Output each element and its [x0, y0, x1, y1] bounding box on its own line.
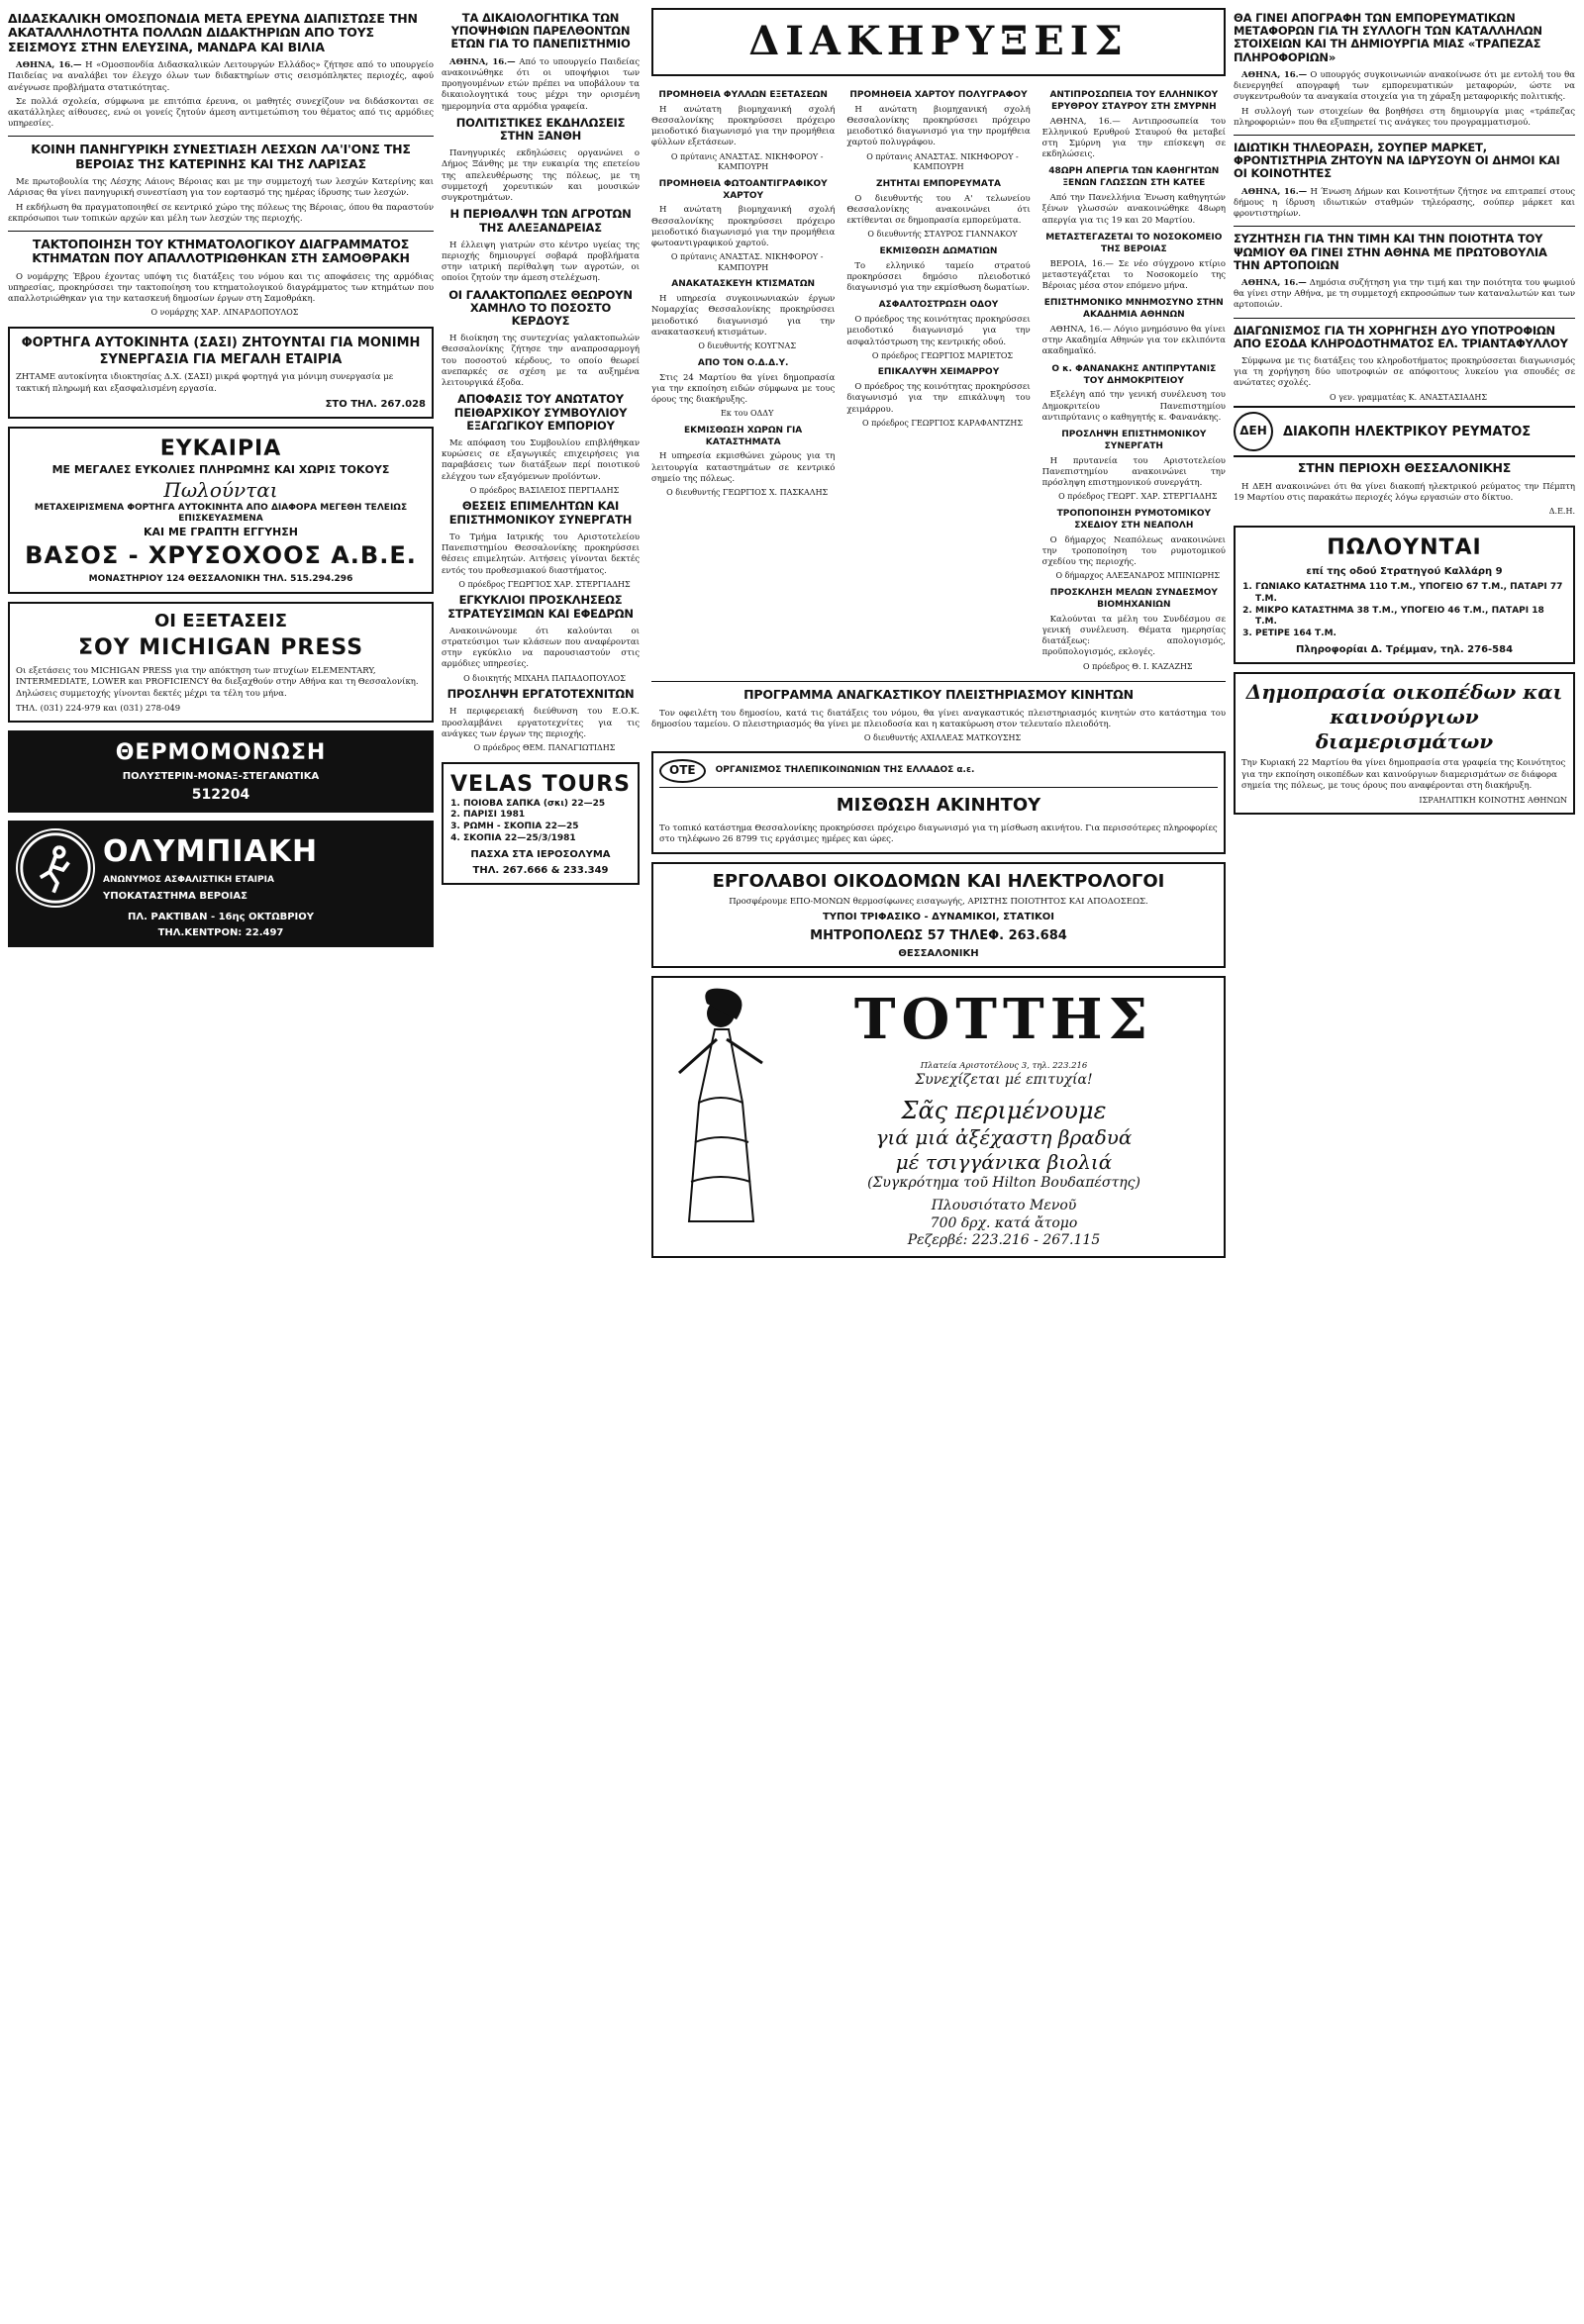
ad-phone: 512204 [191, 787, 250, 804]
ad-insulation [8, 730, 434, 813]
ad-subtitle: ΑΝΩΝΥΜΟΣ ΑΣΦΑΛΙΣΤΙΚΗ ΕΤΑΙΡΙΑ [103, 874, 274, 885]
notice-headline: ΠΡΟΣΛΗΨΗ ΕΠΙΣΤΗΜΟΝΙΚΟΥ ΣΥΝΕΡΓΑΤΗ [1061, 430, 1207, 451]
list-item: 2. ΜΙΚΡΟ ΚΑΤΑΣΤΗΜΑ 38 Τ.Μ., ΥΠΟΓΕΙΟ 46 Τ.Μ., ΠΑΤΑΡΙ 18 Τ.Μ. [1255, 606, 1567, 629]
ad-auction [1234, 672, 1575, 814]
notice-headline: Ο κ. ΦΑΝΑΝΑΚΗΣ ΑΝΤΙΠΡΥΤΑΝΙΣ ΤΟΥ ΔΗΜΟΚΡΙΤΕΙΟΥ [1051, 363, 1217, 386]
article-text: Πανηγυρικές εκδηλώσεις οργανώνει ο Δήμος Ξάνθης με την ευκαιρία της επετείου της απελευθέρωσης της πόλεως, με τη συμμετοχή χορευτικών και μουσικών συγκροτημάτων. [442, 148, 640, 204]
notice-text: ΒΕΡΟΙΑ, 16.— Σε νέο σύγχρονο κτίριο μεταστεγάζεται το Νοσοκομείο της Βέροιας μέσα στον επόμενο μήνα. [1041, 258, 1226, 292]
ad-line: Συνεχίζεται μέ επιτυχία! [915, 1072, 1093, 1089]
notice-text: Η ανώτατη βιομηχανική σχολή Θεσσαλονίκης προκηρύσσει πρόχειρο μειοδοτικό διαγωνισμό για την προμήθεια χαρτού πολυγράφου. [846, 104, 1031, 148]
article-headline: ΠΡΟΣΛΗΨΗ ΕΡΓΑΤΟΤΕΧΝΙΤΩΝ [446, 687, 635, 702]
signature: Ο δήμαρχος ΑΛΕΞΑΝΔΡΟΣ ΜΠΙΝΙΩΡΗΣ [1055, 571, 1221, 581]
ad-footer: ΙΣΡΑΗΛΙΤΙΚΗ ΚΟΙΝΟΤΗΣ ΑΘΗΝΩΝ [1419, 796, 1567, 806]
signature: Ο πρόεδρος ΒΑΣΙΛΕΙΟΣ ΠΕΡΓΙΑΔΗΣ [469, 485, 620, 495]
article-text: Το Τμήμα Ιατρικής του Αριστοτελείου Πανεπιστημίου Θεσσαλονίκης προκηρύσσει θέσεις επιμελητών. Αιτήσεις γίνονται δεκτές εντός του προθεσμιακού διαστήματος. [442, 532, 640, 576]
list-item: 3. ΡΩΜΗ - ΣΚΟΠΙΑ 22—25 [463, 822, 632, 833]
ad-city: ΘΕΣΣΑΛΟΝΙΚΗ [898, 947, 979, 959]
notice-headline: ΑΝΑΚΑΤΑΣΚΕΥΗ ΚΤΙΣΜΑΤΩΝ [671, 279, 816, 290]
ad-address: Πλατεία Αριστοτέλους 3, τηλ. 223.216 [920, 1060, 1088, 1071]
ad-line: μέ τσιγγάνικα βιολιά [895, 1149, 1113, 1174]
list-item: 1. ΓΩΝΙΑΚΟ ΚΑΤΑΣΤΗΜΑ 110 Τ.Μ., ΥΠΟΓΕΙΟ 67 Τ.Μ., ΠΑΤΑΡΙ 77 Τ.Μ. [1255, 582, 1567, 606]
article-text: Σύμφωνα με τις διατάξεις του κληροδοτήματος προκηρύσσεται διαγωνισμός για τη χορήγηση δύο υποτροφιών σε απόφοιτους λυκείου για σπουδές σε ανώτατες σχολές. [1234, 356, 1575, 389]
article-text: Τον οφειλέτη του δημοσίου, κατά τις διατάξεις του νόμου, θα γίνει αναγκαστικός πλειστηριασμός κινητών στο κατάστημα του δημοσίου ταμείου. Ο πλειστηριασμός θα γίνει με πλειοδοσία και η κατακύρωση στον τελευταίο πλειοδότη. [651, 708, 1226, 729]
column-2 [442, 8, 640, 893]
column-4 [1234, 8, 1575, 823]
runner-logo-icon [16, 828, 95, 908]
article-headline: ΤΑΚΤΟΠΟΙΗΣΗ ΤΟΥ ΚΤΗΜΑΤΟΛΟΓΙΚΟΥ ΔΙΑΓΡΑΜΜΑΤΟΣ ΚΤΗΜΑΤΩΝ ΠΟΥ ΑΠΑΛΛΟΤΡΙΩΘΗΚΑΝ ΣΤΗ ΣΑΜΟΘΡΑΚΗ [32, 237, 410, 266]
ad-line: ΚΑΙ ΜΕ ΓΡΑΠΤΗ ΕΓΓΥΗΣΗ [143, 526, 298, 539]
ad-title: Δημοπρασία οικοπέδων και καινούργιων διαμερισμάτων [1245, 680, 1563, 754]
ote-logo-icon: ΟΤΕ [659, 759, 706, 783]
notice-text: Στις 24 Μαρτίου θα γίνει δημοπρασία για την εκποίηση ειδών σύμφωνα με τους όρους της διακήρυξης. [651, 372, 836, 405]
article-headline: ΤΑ ΔΙΚΑΙΟΛΟΓΗΤΙΚΑ ΤΩΝ ΥΠΟΨΗΦΙΩΝ ΠΑΡΕΛΘΟΝΤΩΝ ΕΤΩΝ ΓΙΑ ΤΟ ΠΑΝΕΠΙΣΤΗΜΙΟ [450, 11, 631, 51]
ad-brand: ΟΛΥΜΠΙΑΚΗ [103, 834, 319, 870]
ad-tottis [651, 976, 1226, 1258]
ad-types: ΤΥΠΟΙ ΤΡΙΦΑΣΙΚΟ - ΔΥΝΑΜΙΚΟΙ, ΣΤΑΤΙΚΟΙ [822, 912, 1055, 923]
notice-text: Εξελέγη από την γενική συνέλευση του Δημοκριτείου Πανεπιστημίου αντιπρύτανις ο καθηγητής κ. Φανανάκης. [1041, 390, 1226, 423]
divider [651, 681, 1226, 682]
article-headline: ΣΥΖΗΤΗΣΗ ΓΙΑ ΤΗΝ ΤΙΜΗ ΚΑΙ ΤΗΝ ΠΟΙΟΤΗΤΑ ΤΟΥ ΨΩΜΙΟΥ ΘΑ ΓΙΝΕΙ ΣΤΗΝ ΑΘΗΝΑ ΜΕ ΠΡΩΤΟΒΟΥΛΙΑ ΤΗΝ ΑΡΤΟΠΟΙΩΝ [1234, 232, 1547, 272]
dateline: ΑΘΗΝΑ, 16.— [1241, 186, 1308, 197]
ad-branch: ΥΠΟΚΑΤΑΣΤΗΜΑ ΒΕΡΟΙΑΣ [103, 890, 248, 902]
divider [8, 136, 434, 137]
signature: Ο πρόεδρος ΓΕΩΡΓ. ΧΑΡ. ΣΤΕΡΓΙΑΔΗΣ [1058, 492, 1218, 502]
notice-text: Καλούνται τα μέλη του Συνδέσμου σε γενική συνέλευση. Θέματα ημερησίας διατάξεως: απολογισμός, προϋπολογισμός, εκλογές. [1041, 614, 1226, 658]
notice-text: Η ΔΕΗ ανακοινώνει ότι θα γίνει διακοπή ηλεκτρικού ρεύματος την Πέμπτη 19 Μαρτίου στις παρακάτω περιοχές λόγω εργασιών στο δίκτυο. [1234, 481, 1575, 503]
ad-line: ΜΕ ΜΕΓΑΛΕΣ ΕΥΚΟΛΙΕΣ ΠΛΗΡΩΜΗΣ ΚΑΙ ΧΩΡΙΣ ΤΟΚΟΥΣ [51, 462, 390, 476]
notices-column-b [846, 84, 1030, 675]
notice-text: Ο δήμαρχος Νεαπόλεως ανακοινώνει την τροποποίηση του ρυμοτομικού σχεδίου της περιοχής. [1041, 534, 1226, 568]
article-text: Η «Ομοσπονδία Διδασκαλικών Λειτουργών Ελλάδος» ζήτησε από το υπουργείο Παιδείας να αναλάβει τον έλεγχο όλων των διδακτηρίων στις σεισμόπληκτες περιοχές, αφού ανέγνωσε προβλήματα στατικότητας. [8, 60, 434, 93]
ad-ote-lease [651, 751, 1226, 853]
ad-line: ΠΑΣΧΑ ΣΤΑ ΙΕΡΟΣΟΛΥΜΑ [470, 849, 611, 861]
ad-for-sale [1234, 526, 1575, 665]
ad-trucks-wanted [8, 327, 434, 419]
section-header [651, 8, 1226, 76]
ad-text: Το τοπικό κατάστημα Θεσσαλονίκης προκηρύσσει πρόχειρο διαγωνισμό για τη μίσθωση ακινήτου. Για περισσότερες πληροφορίες στο τηλέφωνο 26 8799 τις εργάσιμες ημέρες και ώρες. [659, 823, 1218, 845]
notice-headline: ΠΡΟΣΚΛΗΣΗ ΜΕΛΩΝ ΣΥΝΔΕΣΜΟΥ ΒΙΟΜΗΧΑΝΙΩΝ [1049, 587, 1218, 610]
notice-text: ΑΘΗΝΑ, 16.— Αντιπροσωπεία του Ελληνικού Ερυθρού Σταυρού θα μεταβεί στη Σμύρνη για την επίσκεψη σε εκδηλώσεις. [1041, 116, 1226, 160]
article-text: Η διοίκηση της συντεχνίας γαλακτοπωλών Θεσσαλονίκης ζήτησε την αναπροσαρμογή του ποσοστού κέρδους, το οποίο θεωρεί ανεπαρκές σε σχέση με τα αυξημένα λειτουργικά έξοδα. [442, 334, 640, 389]
article-text: Η περιφερειακή διεύθυνση του Ε.Ο.Κ. προσλαμβάνει εργατοτεχνίτες για τις ανάγκες των έργων της περιοχής. [442, 707, 640, 739]
dateline: ΑΘΗΝΑ, 16.— [449, 56, 516, 67]
ad-olympiaki [8, 821, 434, 947]
ad-contractors [651, 862, 1226, 969]
ad-title: ΦΟΡΤΗΓΑ ΑΥΤΟΚΙΝΗΤΑ (ΣΑΣΙ) ΖΗΤΟΥΝΤΑΙ ΓΙΑ ΜΟΝΙΜΗ ΣΥΝΕΡΓΑΣΙΑ ΓΙΑ ΜΕΓΑΛΗ ΕΤΑΙΡΙΑ [21, 336, 421, 368]
dateline: ΑΘΗΝΑ, 16.— [1241, 277, 1307, 288]
article-text: Η συλλογή των στοιχείων θα βοηθήσει στη δημιουργία μιας «τράπεζας πληροφοριών» που θα εξυπηρετεί τις ανάγκες του προγραμματισμού. [1234, 106, 1575, 128]
article-headline: ΘΑ ΓΙΝΕΙ ΑΠΟΓΡΑΦΗ ΤΩΝ ΕΜΠΟΡΕΥΜΑΤΙΚΩΝ ΜΕΤΑΦΟΡΩΝ ΓΙΑ ΤΗ ΣΥΛΛΟΓΗ ΤΩΝ ΚΑΤΑΛΛΗΛΩΝ ΣΤΟΙΧΕΙΩΝ ΚΑΙ ΤΗ ΔΗΜΙΟΥΡΓΙΑ ΜΙΑΣ «ΤΡΑΠΕΖΑΣ ΠΛΗΡΟΦΟΡΙΩΝ» [1234, 11, 1542, 64]
ad-title: ΕΥΚΑΙΡΙΑ [159, 436, 282, 461]
ad-line: Πωλούνται [163, 477, 278, 502]
ad-title: ΠΩΛΟΥΝΤΑΙ [1327, 534, 1482, 560]
section-title: ΔΙΑΚΗΡΥΞΕΙΣ [748, 18, 1129, 64]
ad-text: Οι εξετάσεις του MICHIGAN PRESS για την απόκτηση των πτυχίων ELEMENTARY, INTERMEDIATE, LOWER και PROFICIENCY θα διεξαχθούν στην Αθήνα και τη Θεσσαλονίκη. Δηλώσεις συμμετοχής γίνονται δεκτές μέχρι τα τέλη του μήνα. [16, 666, 419, 699]
article-text: Ο νομάρχης Έβρου έχοντας υπόψη τις διατάξεις του νόμου και τις αποφάσεις της αρμόδιας υπηρεσίας, προκηρύσσει την τακτοποίηση του κτηματολογικού διαγράμματος των κτημάτων που απαλλοτριώθηκαν για την κατασκευή δημοσίων έργων στη Σαμοθράκη. [8, 271, 434, 305]
ad-phone: Ρεζερβέ: 223.216 - 267.115 [907, 1232, 1101, 1249]
article-text: Ανακοινώνουμε ότι καλούνται οι στρατεύσιμοι των κλάσεων που αναφέρονται στην εγκύκλιο να παρουσιαστούν στις αρμόδιες υπηρεσίες. [442, 626, 640, 670]
ad-line: Σᾶς περιμένουμε [901, 1096, 1107, 1124]
notice-text: Η πρυτανεία του Αριστοτελείου Πανεπιστημίου ανακοινώνει την πρόσληψη επιστημονικού συνεργάτη. [1041, 455, 1226, 489]
signature: Ο γεν. γραμματέας Κ. ΑΝΑΣΤΑΣΙΑΔΗΣ [1329, 392, 1488, 402]
ad-michigan-press [8, 602, 434, 723]
article-text: Σε πολλά σχολεία, σύμφωνα με επιτόπια έρευνα, οι μαθητές συνεχίζουν να διδάσκονται σε ακατάλληλες αίθουσες, ενώ οι γονείς ζητούν άμεση αντιμετώπιση του θέματος από τις αρμόδιες υπηρεσίες. [8, 96, 434, 130]
signature: Ο διευθυντής ΚΟΥΓΝΑΣ [698, 341, 796, 351]
article-headline: ΔΙΑΓΩΝΙΣΜΟΣ ΓΙΑ ΤΗ ΧΟΡΗΓΗΣΗ ΔΥΟ ΥΠΟΤΡΟΦΙΩΝ ΑΠΟ ΕΣΟΔΑ ΚΛΗΡΟΔΟΤΗΜΑΤΟΣ ΕΛ. ΤΡΙΑΝΤΑΦΥΛΛΟΥ [1234, 323, 1568, 350]
signature: Ο διευθυντής ΣΤΑΥΡΟΣ ΓΙΑΝΝΑΚΟΥ [867, 230, 1018, 240]
ad-brand: ΒΑΣΟΣ - ΧΡΥΣΟΧΟΟΣ Α.Β.Ε. [25, 540, 417, 569]
article-headline: ΑΠΟΦΑΣΙΣ ΤΟΥ ΑΝΩΤΑΤΟΥ ΠΕΙΘΑΡΧΙΚΟΥ ΣΥΜΒΟΥΛΙΟΥ ΕΞΑΓΩΓΙΚΟΥ ΕΜΠΟΡΙΟΥ [453, 392, 628, 433]
notice-text: Ο διευθυντής του Α' τελωνείου Θεσσαλονίκης ανακοινώνει ότι εκτίθενται σε δημοπρασία εμπορεύματα. [846, 193, 1031, 226]
list-item: 1. ΠΟΙΟΒΑ ΣΑΠΚΑ (σκι) 22—25 [463, 799, 632, 811]
divider [1234, 226, 1575, 227]
notice-text: Η υπηρεσία συγκοινωνιακών έργων Νομαρχίας Θεσσαλονίκης προκηρύσσει μειοδοτικό διαγωνισμό για την ανακατασκευή κτισμάτων. [651, 294, 836, 338]
notice-text: Ο πρόεδρος της κοινότητας προκηρύσσει διαγωνισμό για την επικάλυψη του χειμάρρου. [846, 382, 1031, 415]
ad-address: ΜΟΝΑΣΤΗΡΙΟΥ 124 ΘΕΣΣΑΛΟΝΙΚΗ ΤΗΛ. 515.294.296 [88, 574, 353, 585]
notice-headline: ΜΕΤΑΣΤΕΓΑΖΕΤΑΙ ΤΟ ΝΟΣΟΚΟΜΕΙΟ ΤΗΣ ΒΕΡΟΙΑΣ [1045, 232, 1223, 254]
notice-headline: ΠΡΟΜΗΘΕΙΑ ΦΩΤΟΑΝΤΙΓΡΑΦΙΚΟΥ ΧΑΡΤΟΥ [658, 178, 828, 201]
notice-text: Το ελληνικό ταμείο στρατού προκηρύσσει δημόσιο πλειοδοτικό διαγωνισμό για την εκμίσθωση δωματίων. [846, 260, 1031, 294]
article-text: Με απόφαση του Συμβουλίου επιβλήθηκαν κυρώσεις σε εξαγωγικές επιχειρήσεις για παραβάσεις των διατάξεων περί ποιοτικού ελέγχου των εξαγόμενων προϊόντων. [442, 438, 640, 482]
notice-headline: ΑΠΟ ΤΟΝ Ο.Δ.Δ.Υ. [697, 357, 789, 368]
dateline: ΑΘΗΝΑ, 16.— [16, 60, 82, 71]
ad-text: ΖΗΤΑΜΕ αυτοκίνητα ιδιοκτησίας Δ.Χ. (ΣΑΣΙ) μικρά φορτηγά για μόνιμη συνεργασία με τακτική πληρωμή και εξασφαλισμένη εργασία. [16, 372, 394, 394]
article-headline: ΟΙ ΓΑΛΑΚΤΟΠΩΛΕΣ ΘΕΩΡΟΥΝ ΧΑΜΗΛΟ ΤΟ ΠΟΣΟΣΤΟ ΚΕΡΔΟΥΣ [448, 287, 633, 329]
ad-address: ΠΛ. ΡΑΚΤΙΒΑΝ - 16ης ΟΚΤΩΒΡΙΟΥ [127, 911, 315, 922]
article-text: Ο υπουργός συγκοινωνιών ανακοίνωσε ότι με εντολή του θα διενεργηθεί απογραφή των εμπορευματικών μεταφορών, ώστε να συγκεντρωθούν τα αναγκαία στοιχεία για τη χάραξη μεταφορικής πολιτικής. [1234, 69, 1575, 103]
notice-headline: ΕΚΜΙΣΘΩΣΗ ΧΩΡΩΝ ΓΙΑ ΚΑΤΑΣΤΗΜΑΤΑ [684, 425, 803, 447]
divider [1234, 318, 1575, 319]
ad-brand: ΘΕΡΜΟΜΟΝΩΣΗ [115, 739, 327, 765]
ad-subtitle: επί της οδού Στρατηγού Καλλάρη 9 [1306, 565, 1503, 577]
ad-brand: ΣΟΥ MICHIGAN PRESS [77, 635, 364, 661]
notice-text: Ο πρόεδρος της κοινότητας προκηρύσσει μειοδοτικό διαγωνισμό για την ασφαλτόστρωση της κεντρικής οδού. [846, 315, 1031, 347]
article-headline: ΘΕΣΕΙΣ ΕΠΙΜΕΛΗΤΩΝ ΚΑΙ ΕΠΙΣΤΗΜΟΝΙΚΟΥ ΣΥΝΕΡΓΑΤΗ [448, 499, 633, 527]
ad-price: 700 δρχ. κατά ἄτομο [930, 1214, 1078, 1231]
signature: Εκ του ΟΔΔΥ [720, 409, 774, 419]
notice-headline: ΠΡΟΜΗΘΕΙΑ ΧΑΡΤΟΥ ΠΟΛΥΓΡΑΦΟΥ [849, 89, 1028, 100]
article-headline: ΕΓΚΥΚΛΙΟΙ ΠΡΟΣΚΛΗΣΕΩΣ ΣΤΡΑΤΕΥΣΙΜΩΝ ΚΑΙ ΕΦΕΔΡΩΝ [447, 593, 634, 621]
article-headline: ΔΙΔΑΣΚΑΛΙΚΗ ΟΜΟΣΠΟΝΔΙΑ ΜΕΤΑ ΕΡΕΥΝΑ ΔΙΑΠΙΣΤΩΣΕ ΤΗΝ ΑΚΑΤΑΛΛΗΛΟΤΗΤΑ ΠΟΛΛΩΝ ΔΙΔΑΚΤΗΡΙΩΝ ΑΠΟ ΤΟΥΣ ΣΕΙΣΜΟΥΣ ΣΤΗΝ ΕΛΕΥΣΙΝΑ, ΜΑΝΔΡΑ ΚΑΙ ΒΙΛΙΑ [8, 11, 418, 54]
ad-organization: ΟΡΓΑΝΙΣΜΟΣ ΤΗΛΕΠΙΚΟΙΝΩΝΙΩΝ ΤΗΣ ΕΛΛΑΔΟΣ α.ε. [715, 765, 975, 776]
ad-phone: ΤΗΛ.ΚΕΝΤΡΟΝ: 22.497 [157, 926, 284, 938]
ad-phone: ΤΗΛ. (031) 224-979 και (031) 278-049 [16, 703, 181, 714]
notice-headline: ΕΠΙΣΤΗΜΟΝΙΚΟ ΜΝΗΜΟΣΥΝΟ ΣΤΗΝ ΑΚΑΔΗΜΙΑ ΑΘΗΝΩΝ [1043, 298, 1224, 321]
signature: Ο πρόεδρος ΓΕΩΡΓΙΟΣ ΧΑΡ. ΣΤΕΡΓΙΑΔΗΣ [458, 579, 631, 589]
deh-notice-header [1234, 406, 1575, 457]
notice-text: ΑΘΗΝΑ, 16.— Λόγιο μνημόσυνο θα γίνει στην Ακαδημία Αθηνών για τον εκλιπόντα ακαδημαϊκό. [1041, 324, 1226, 357]
article-headline: ΠΟΛΙΤΙΣΤΙΚΕΣ ΕΚΔΗΛΩΣΕΙΣ ΣΤΗΝ ΞΑΝΘΗ [455, 115, 626, 143]
ad-phone: Πληροφορίαι Δ. Τρέμμαν, τηλ. 276-584 [1295, 644, 1514, 656]
ad-title: ΟΙ ΕΞΕΤΑΣΕΙΣ [153, 611, 288, 632]
notice-text: Η ανώτατη βιομηχανική σχολή Θεσσαλονίκης προκηρύσσει πρόχειρο μειοδοτικό διαγωνισμό για την προμήθεια φύλλων εξετάσεων. [651, 104, 836, 148]
deh-logo-icon: ΔΕΗ [1234, 412, 1273, 451]
notice-headline: ΤΡΟΠΟΠΟΙΗΣΗ ΡΥΜΟΤΟΜΙΚΟΥ ΣΧΕΔΙΟΥ ΣΤΗ ΝΕΑΠΟΛΗ [1056, 509, 1212, 531]
article-text: Η Ένωση Δήμων και Κοινοτήτων ζήτησε να επιτραπεί στους δήμους η ίδρυση ιδιωτικών σταθμών τηλεόρασης, σούπερ μάρκετ και φροντιστηρίων. [1234, 186, 1575, 220]
list-item: 2. ΠΑΡΙΣΙ 1981 [463, 810, 632, 822]
ad-brand: VELAS TOURS [450, 771, 631, 797]
notices-column-a [651, 84, 835, 675]
signature: Ο πρόεδρος ΓΕΩΡΓΙΟΣ ΚΑΡΑΦΑΝΤΖΗΣ [861, 418, 1024, 428]
ad-text: Την Κυριακή 22 Μαρτίου θα γίνει δημοπρασία στα γραφεία της Κοινότητος για την εκποίηση οικοπέδων και καινούργιων διαμερισμάτων σε διάφορα σημεία της πόλεως, με τους όρους που αναφέρονται στη διακήρυξη. [1241, 758, 1566, 791]
notice-text: Από την Πανελλήνια Ένωση καθηγητών ξένων γλωσσών ανακοινώθηκε 48ωρη απεργία για τις 19 και 20 Μαρτίου. [1041, 193, 1226, 226]
ad-line: (Συγκρότημα τοῦ Hilton Βουδαπέστης) [867, 1174, 1140, 1191]
article-text: Με πρωτοβουλία της Λέσχης Λάιονς Βέροιας και με την συμμετοχή των λεσχών Κατερίνης και Λάρισας θα γίνει πανηγυρική συνεστίαση για τον εορτασμό της ημέρας ίδρυσης των λεσχών. [8, 177, 434, 199]
notice-subtitle: ΣΤΗΝ ΠΕΡΙΟΧΗ ΘΕΣΣΑΛΟΝΙΚΗΣ [1297, 460, 1512, 476]
signature: Ο διευθυντής ΓΕΩΡΓΙΟΣ Χ. ΠΑΣΚΑΛΗΣ [666, 488, 829, 498]
ad-address: ΜΗΤΡΟΠΟΛΕΩΣ 57 ΤΗΛΕΦ. 263.684 [810, 927, 1067, 943]
dancer-illustration-icon [659, 984, 778, 1231]
signature: Ο πρύτανις ΑΝΑΣΤΑΣ. ΝΙΚΗΦΟΡΟΥ - ΚΑΜΠΟΥΡΗ [670, 151, 824, 172]
signature: Ο διοικητής ΜΙΧΑΗΛ ΠΑΠΑΔΟΠΟΥΛΟΣ [463, 673, 626, 683]
notice-headline: 48ΩΡΗ ΑΠΕΡΓΙΑ ΤΩΝ ΚΑΘΗΓΗΤΩΝ ΞΕΝΩΝ ΓΛΩΣΣΩΝ ΣΤΗ ΚΑΤΕΕ [1048, 166, 1220, 189]
dateline: ΑΘΗΝΑ, 16.— [1241, 69, 1308, 80]
article-text: Δημόσια συζήτηση για την τιμή και την ποιότητα του ψωμιού θα γίνει στην Αθήνα, με τη συμμετοχή εκπροσώπων των καταναλωτών και των αρτοποιών. [1234, 277, 1575, 311]
signature: Ο πρόεδρος ΓΕΩΡΓΙΟΣ ΜΑΡΙΕΤΟΣ [871, 350, 1014, 360]
ad-velas-tours [442, 762, 640, 886]
signature: Ο πρύτανις ΑΝΑΣΤΑΣ. ΝΙΚΗΦΟΡΟΥ - ΚΑΜΠΟΥΡΗ [670, 252, 824, 272]
article-text: Η έλλειψη γιατρών στο κέντρο υγείας της περιοχής δημιουργεί σοβαρά προβλήματα στην ιατρική περίθαλψη των αγροτών, οι οποίοι ζητούν την άμεση στελέχωση. [442, 240, 640, 284]
article-headline: ΠΡΟΓΡΑΜΜΑ ΑΝΑΓΚΑΣΤΙΚΟΥ ΠΛΕΙΣΤΗΡΙΑΣΜΟΥ ΚΙΝΗΤΩΝ [743, 687, 1134, 703]
article-text: Από το υπουργείο Παιδείας ανακοινώθηκε ότι οι υποψήφιοι των προηγουμένων ετών πρέπει να υποβάλουν τα δικαιολογητικά τους μέχρι την ορισμένη ημερομηνία στα αρμόδια γραφεία. [442, 56, 640, 112]
column-1 [8, 8, 434, 955]
ad-subtitle: ΠΟΛΥΣΤΕΡΙΝ-ΜΟΝΑΞ-ΣΤΕΓΑΝΩΤΙΚΑ [122, 771, 320, 782]
notice-text: Η ανώτατη βιομηχανική σχολή Θεσσαλονίκης προκηρύσσει πρόχειρο μειοδοτικό διαγωνισμό για την προμήθεια φωτοαντιγραφικού χαρτού. [651, 205, 836, 249]
list-item: 3. ΡΕΤΙΡΕ 164 Τ.Μ. [1255, 629, 1567, 640]
notice-text: Η υπηρεσία εκμισθώνει χώρους για τη λειτουργία καταστημάτων σε κεντρικό σημείο της πόλεως. [651, 451, 836, 484]
ad-line: ΜΕΤΑΧΕΙΡΙΣΜΕΝΑ ΦΟΡΤΗΓΑ ΑΥΤΟΚΙΝΗΤΑ ΑΠΟ ΔΙΑΦΟΡΑ ΜΕΓΕΘΗ ΤΕΛΕΙΩΣ ΕΠΙΣΚΕΥΑΣΜΕΝΑ [34, 502, 408, 525]
article-headline: Η ΠΕΡΙΘΑΛΨΗ ΤΩΝ ΑΓΡΟΤΩΝ ΤΗΣ ΑΛΕΞΑΝΔΡΕΙΑΣ [449, 207, 632, 235]
ad-trucks-sale [8, 427, 434, 594]
signature: Ο πρόεδρος ΘΕΜ. ΠΑΝΑΓΙΩΤΙΔΗΣ [473, 743, 616, 753]
ad-line: γιά μιά ἀξέχαστη βραδυά [875, 1124, 1133, 1149]
notices-column-c [1042, 84, 1226, 675]
notice-headline: ΖΗΤΗΤΑΙ ΕΜΠΟΡΕΥΜΑΤΑ [876, 178, 1001, 189]
article-headline: ΙΔΙΩΤΙΚΗ ΤΗΛΕΟΡΑΣΗ, ΣΟΥΠΕΡ ΜΑΡΚΕΤ, ΦΡΟΝΤΙΣΤΗΡΙΑ ΖΗΤΟΥΝ ΝΑ ΙΔΡΥΣΟΥΝ ΟΙ ΔΗΜΟΙ ΚΑΙ ΟΙ ΚΟΙΝΟΤΗΤΕΣ [1234, 140, 1560, 181]
notice-headline: ΑΝΤΙΠΡΟΣΩΠΕΙΑ ΤΟΥ ΕΛΛΗΝΙΚΟΥ ΕΡΥΘΡΟΥ ΣΤΑΥΡΟΥ ΣΤΗ ΣΜΥΡΝΗ [1049, 89, 1219, 112]
divider [8, 231, 434, 232]
article-headline: ΚΟΙΝΗ ΠΑΝΗΓΥΡΙΚΗ ΣΥΝΕΣΤΙΑΣΗ ΛΕΣΧΩΝ ΛΑ'Ι'ΟΝΣ ΤΗΣ ΒΕΡΟΙΑΣ ΤΗΣ ΚΑΤΕΡΙΝΗΣ ΚΑΙ ΤΗΣ ΛΑΡΙΣΑΣ [31, 142, 411, 171]
divider [1234, 135, 1575, 136]
ad-menu: Πλουσιότατο Μενοῦ [931, 1198, 1077, 1214]
notice-headline: ΑΣΦΑΛΤΟΣΤΡΩΣΗ ΟΔΟΥ [878, 300, 999, 311]
ad-brand: ΤΟΤΤΗΣ [853, 987, 1154, 1052]
signature: Ο διευθυντής ΑΧΙΛΛΕΑΣ ΜΑΤΚΟΥΣΗΣ [863, 732, 1022, 742]
signature: Ο πρόεδρος Θ. Ι. ΚΑΖΑΖΗΣ [1083, 661, 1193, 671]
ad-phone: ΣΤΟ ΤΗΛ. 267.028 [325, 398, 426, 410]
signature: Δ.Ε.Η. [1548, 507, 1575, 517]
column-3 [651, 8, 1226, 1266]
ad-title: ΜΙΣΘΩΣΗ ΑΚΙΝΗΤΟΥ [836, 795, 1041, 817]
signature: Ο νομάρχης ΧΑΡ. ΛΙΝΑΡΔΟΠΟΥΛΟΣ [150, 308, 299, 318]
notice-title: ΔΙΑΚΟΠΗ ΗΛΕΚΤΡΙΚΟΥ ΡΕΥΜΑΤΟΣ [1283, 424, 1532, 439]
notice-headline: ΕΠΙΚΑΛΥΨΗ ΧΕΙΜΑΡΡΟΥ [877, 367, 1000, 378]
ad-title: ΕΡΓΟΛΑΒΟΙ ΟΙΚΟΔΟΜΩΝ ΚΑΙ ΗΛΕΚΤΡΟΛΟΓΟΙ [712, 870, 1165, 892]
ad-phone: ΤΗΛ. 267.666 & 233.349 [472, 865, 609, 877]
signature: Ο πρύτανις ΑΝΑΣΤΑΣ. ΝΙΚΗΦΟΡΟΥ - ΚΑΜΠΟΥΡΗ [866, 151, 1019, 172]
ad-text: Προσφέρουμε ΕΠΟ-ΜΟΝΩΝ θερμοσίφωνες εισαγωγής, ΑΡΙΣΤΗΣ ΠΟΙΟΤΗΤΟΣ ΚΑΙ ΑΠΟΔΟΣΕΩΣ. [729, 897, 1148, 908]
notice-headline: ΠΡΟΜΗΘΕΙΑ ΦΥΛΛΩΝ ΕΞΕΤΑΣΕΩΝ [658, 89, 828, 100]
article-text: Η εκδήλωση θα πραγματοποιηθεί σε κεντρικό χώρο της πόλεως της Βέροιας, όπου θα παραστούν εκπρόσωποι των τοπικών αρχών και μέλη των λεσχών της περιοχής. [8, 202, 434, 224]
list-item: 4. ΣΚΟΠΙΑ 22—25/3/1981 [463, 833, 632, 845]
notice-headline: ΕΚΜΙΣΘΩΣΗ ΔΩΜΑΤΙΩΝ [879, 245, 998, 256]
